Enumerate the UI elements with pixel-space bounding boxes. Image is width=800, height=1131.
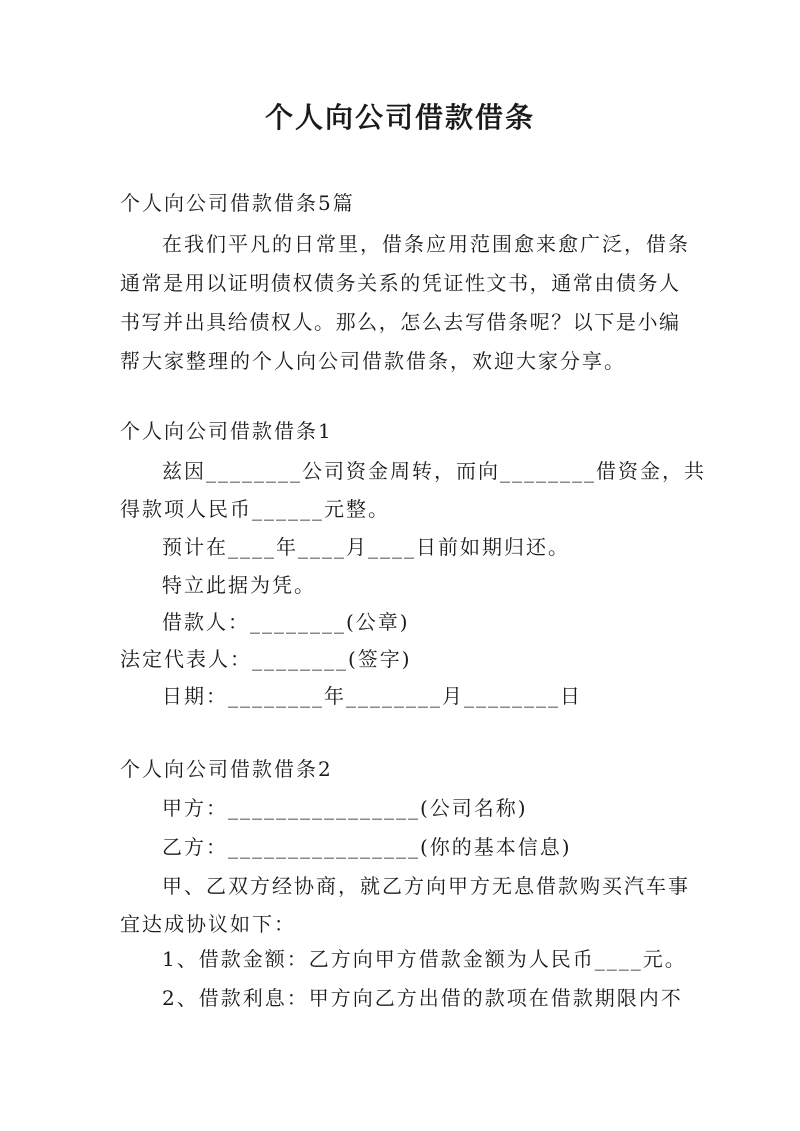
document-title: 个人向公司借款借条: [264, 101, 535, 134]
section1-line: 得款项人民币______元整。: [120, 497, 390, 521]
document-subtitle: 个人向公司借款借条5篇: [120, 191, 355, 215]
clause-line: 2、借款利息：甲方向乙方出借的款项在借款期限内不: [162, 986, 683, 1010]
section1-line: 预计在____年____月____日前如期归还。: [162, 535, 570, 559]
intro-line: 帮大家整理的个人向公司借款借条，欢迎大家分享。: [120, 349, 626, 373]
intro-line: 在我们平凡的日常里，借条应用范围愈来愈广泛，借条: [162, 232, 690, 256]
section1-line: 特立此据为凭。: [162, 573, 316, 597]
section2-line: 甲、乙双方经协商，就乙方向甲方无息借款购买汽车事: [162, 874, 690, 898]
intro-line: 书写并出具给债权人。那么，怎么去写借条呢？以下是小编: [120, 310, 680, 334]
date-line: 日期：________年________月________日: [162, 684, 582, 708]
party-b-line: 乙方：________________(你的基本信息): [162, 835, 572, 859]
borrower-line: 借款人：________(公章): [162, 610, 410, 634]
section1-heading: 个人向公司借款借条1: [120, 419, 333, 443]
party-a-line: 甲方：________________(公司名称): [162, 796, 528, 820]
clause-line: 1、借款金额：乙方向甲方借款金额为人民币____元。: [162, 947, 687, 971]
legal-rep-line: 法定代表人：________(签字): [120, 647, 412, 671]
section1-line: 兹因________公司资金周转，而向________借资金，共: [162, 459, 706, 483]
intro-line: 通常是用以证明债权债务关系的凭证性文书，通常由债务人: [120, 271, 680, 295]
section2-line: 宜达成协议如下：: [120, 912, 296, 936]
section2-heading: 个人向公司借款借条2: [120, 757, 333, 781]
